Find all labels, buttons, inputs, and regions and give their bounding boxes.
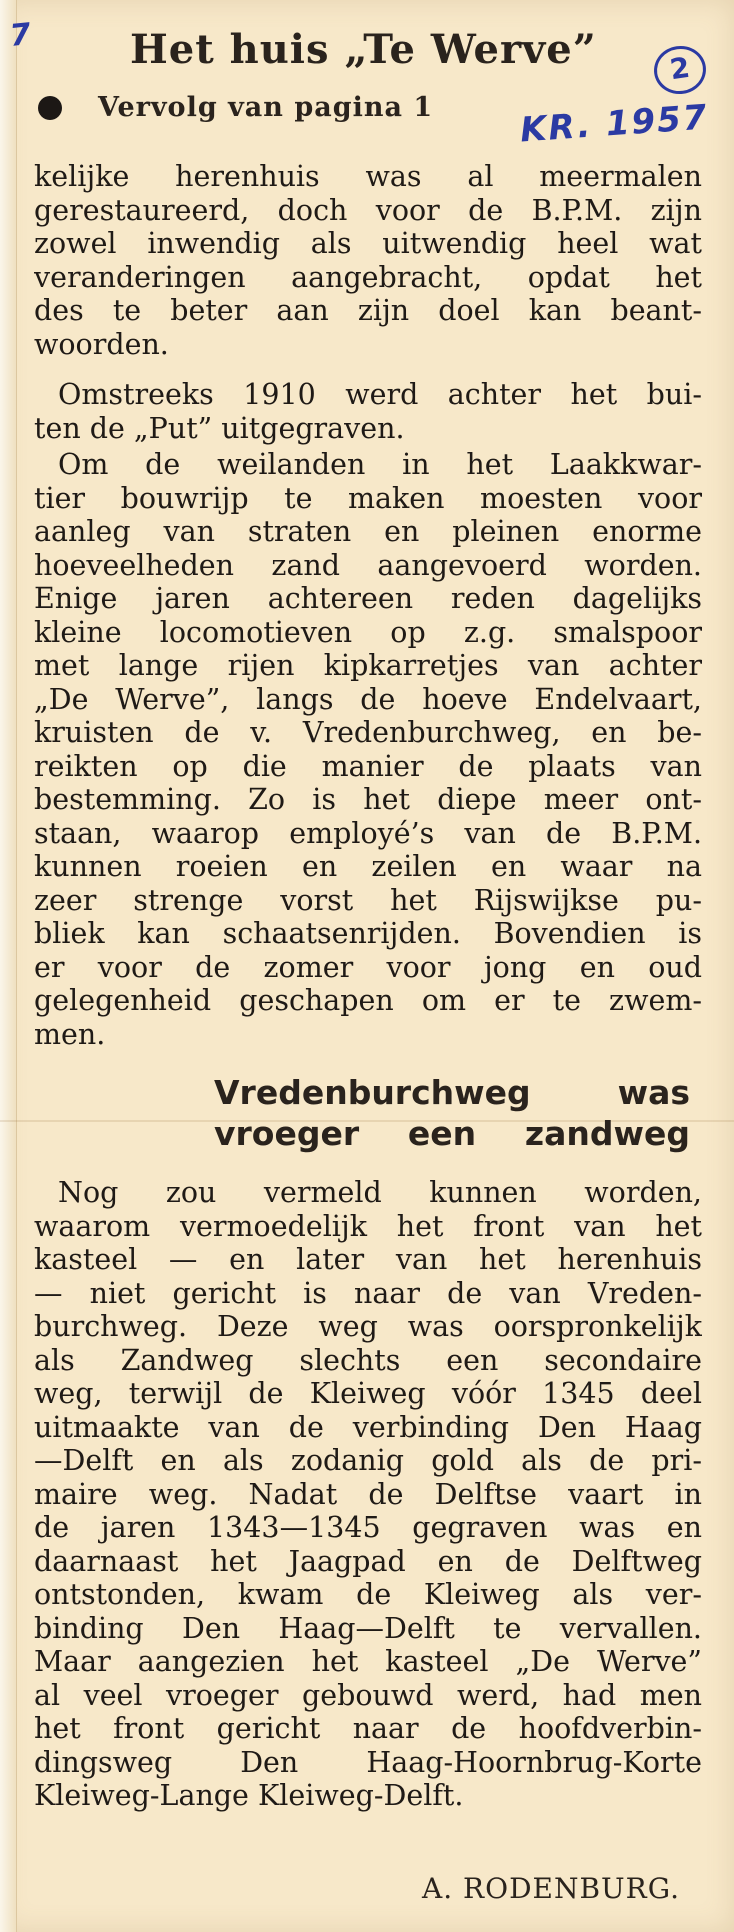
- text-line: als Zandweg slechts een secondaire: [34, 1343, 702, 1377]
- text-line: —Delft en als zodanig gold als de pri-: [34, 1444, 702, 1477]
- handwritten-circled-number: 2: [651, 43, 709, 98]
- text-line: waarom vermoedelijk het front van het: [34, 1209, 702, 1243]
- text-line: Maar aangezien het kasteel „De Werve”: [34, 1645, 702, 1678]
- paragraph-4: [34, 1176, 702, 1813]
- paragraph-3: [34, 448, 702, 1051]
- text-line: Om de weilanden in het Laakkwar-: [58, 448, 702, 481]
- text-line: het front gericht naar de hoofdverbin-: [34, 1712, 702, 1745]
- text-line: staan, waarop employé’s van de B.P.M.: [34, 816, 702, 850]
- text-line: binding Den Haag—Delft te vervallen.: [34, 1611, 702, 1645]
- subheading-line: vroeger een zandweg: [214, 1114, 690, 1153]
- text-line: daarnaast het Jaagpad en de Delftweg: [34, 1544, 702, 1578]
- text-line: — niet gericht is naar de van Vreden-: [34, 1276, 702, 1310]
- text-line: Kleiweg-Lange Kleiweg-Delft.: [34, 1779, 464, 1812]
- text-line: de jaren 1343—1345 gegraven was en: [34, 1511, 702, 1544]
- text-line: zeer strenge vorst het Rijswijkse pu-: [34, 883, 702, 917]
- text-line: Omstreeks 1910 werd achter het bui-: [58, 378, 702, 411]
- text-line: tier bouwrijp te maken moesten voor: [34, 481, 702, 515]
- text-line: zowel inwendig als uitwendig heel wat: [34, 227, 702, 260]
- handwritten-date: KR. 1957: [518, 97, 710, 151]
- article-title: Het huis „Te Werve”: [130, 26, 597, 73]
- text-line: men.: [34, 1017, 106, 1051]
- text-line: hoeveelheden zand aangevoerd worden.: [34, 548, 702, 582]
- text-line: aanleg van straten en pleinen enorme: [34, 515, 702, 548]
- text-line: Nog zou vermeld kunnen worden,: [58, 1176, 702, 1209]
- subheading: [214, 1072, 690, 1154]
- text-line: gerestaureerd, doch voor de B.P.M. zijn: [34, 193, 702, 227]
- subheading-line: Vredenburchweg was: [214, 1073, 690, 1112]
- text-line: ontstonden, kwam de Kleiweg als ver-: [34, 1578, 702, 1611]
- text-line: met lange rijen kipkarretjes van achter: [34, 649, 702, 682]
- text-line: bliek kan schaatsenrijden. Bovendien is: [34, 917, 702, 950]
- text-line: „De Werve”, langs de hoeve Endelvaart,: [34, 682, 702, 716]
- clipping-edge: [0, 0, 17, 1932]
- continued-note: Vervolg van pagina 1: [98, 92, 434, 123]
- text-line: reikten op die manier de plaats van: [34, 749, 702, 783]
- text-line: kruisten de v. Vredenburchweg, en be-: [34, 716, 702, 749]
- handwritten-number: 7: [8, 17, 33, 54]
- text-line: uitmaakte van de verbinding Den Haag: [34, 1410, 702, 1444]
- text-line: er voor de zomer voor jong en oud: [34, 950, 702, 984]
- text-line: ten de „Put” uitgegraven.: [34, 411, 405, 445]
- bullet-icon: [38, 96, 62, 120]
- paragraph-2: [34, 378, 702, 445]
- text-line: kelijke herenhuis was al meermalen: [34, 160, 702, 193]
- text-line: Enige jaren achtereen reden dagelijks: [34, 582, 702, 615]
- text-line: kunnen roeien en zeilen en waar na: [34, 850, 702, 883]
- author-signature: A. RODENBURG.: [422, 1872, 680, 1905]
- text-line: burchweg. Deze weg was oorspronkelijk: [34, 1310, 702, 1343]
- text-line: des te beter aan zijn doel kan beant-: [34, 294, 702, 327]
- paragraph-1: [34, 160, 702, 361]
- text-line: maire weg. Nadat de Delftse vaart in: [34, 1477, 702, 1511]
- text-line: weg, terwijl de Kleiweg vóór 1345 deel: [34, 1377, 702, 1410]
- text-line: al veel vroeger gebouwd werd, had men: [34, 1678, 702, 1712]
- text-line: bestemming. Zo is het diepe meer ont-: [34, 783, 702, 816]
- text-line: kleine locomotieven op z.g. smalspoor: [34, 615, 702, 649]
- text-line: kasteel — en later van het herenhuis: [34, 1243, 702, 1276]
- text-line: dingsweg Den Haag-Hoornbrug-Korte: [34, 1745, 702, 1779]
- text-line: woorden.: [34, 327, 169, 361]
- text-line: veranderingen aangebracht, opdat het: [34, 260, 702, 294]
- text-line: gelegenheid geschapen om er te zwem-: [34, 984, 702, 1017]
